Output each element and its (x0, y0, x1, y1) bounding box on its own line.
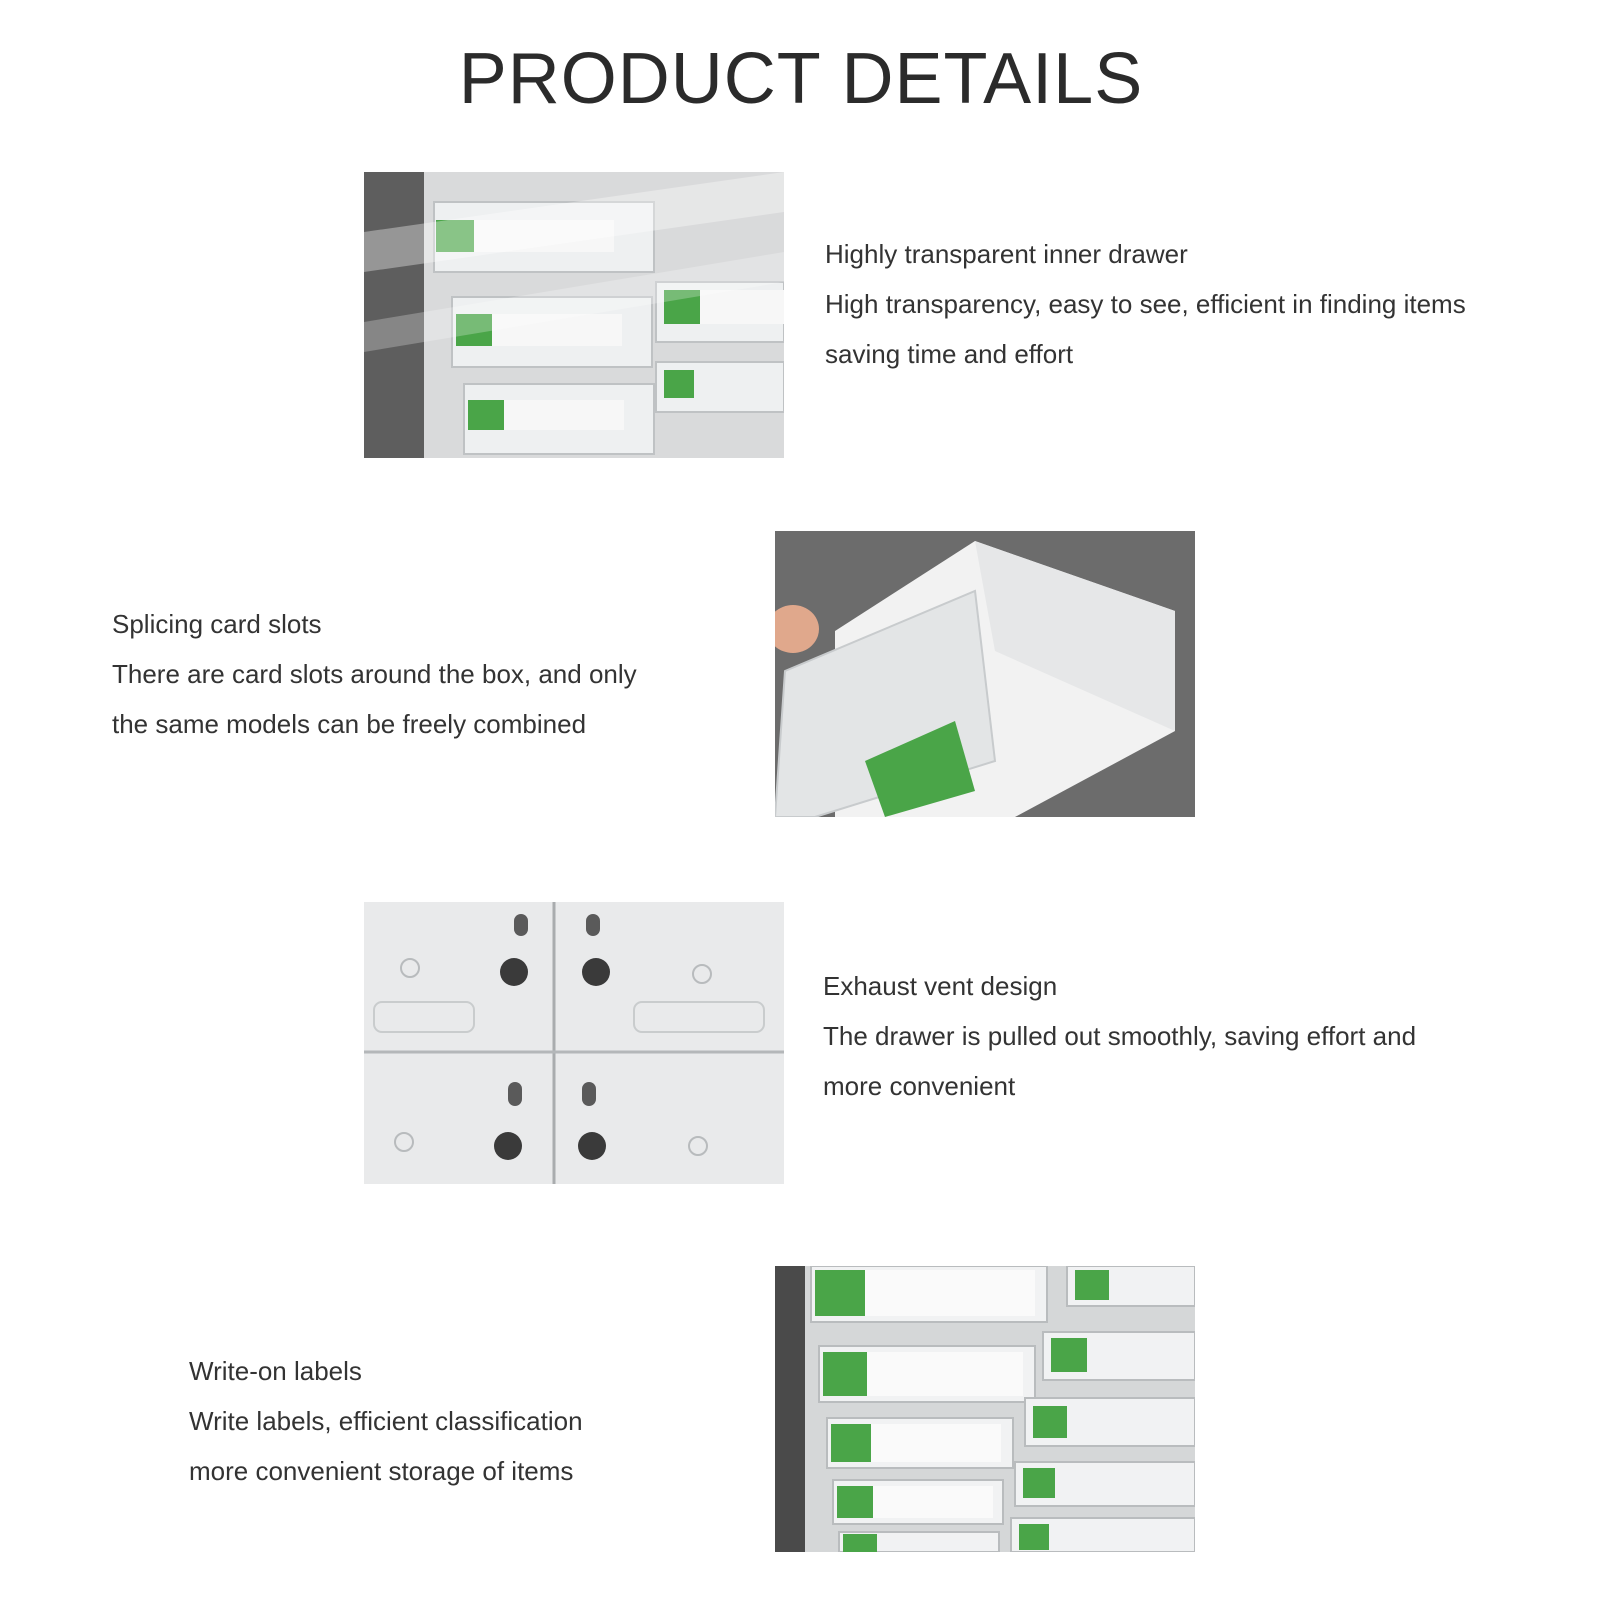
feature-line: Write labels, efficient classification (189, 1406, 583, 1436)
feature-line: more convenient storage of items (189, 1456, 574, 1486)
feature-write-on-labels (189, 1346, 583, 1496)
feature-line: saving time and effort (825, 339, 1074, 369)
feature-heading: Highly transparent inner drawer (825, 239, 1188, 269)
vent-holes-photo (364, 902, 784, 1184)
page-title: PRODUCT DETAILS (458, 39, 1144, 119)
feature-line: the same models can be freely combined (112, 709, 587, 739)
feature-line: more convenient (823, 1071, 1016, 1101)
feature-line: The drawer is pulled out smoothly, saving effort and (823, 1021, 1417, 1051)
feature-exhaust-vent (823, 961, 1416, 1111)
transparent-drawers-photo (364, 172, 784, 458)
feature-heading: Write-on labels (189, 1356, 362, 1386)
feature-line: There are card slots around the box, and only (112, 659, 637, 689)
labeled-drawers-photo (775, 1266, 1195, 1552)
feature-transparent-drawer (825, 229, 1466, 379)
feature-line: High transparency, easy to see, efficient in finding items (825, 289, 1466, 319)
drawer-unit-photo (775, 531, 1195, 817)
feature-heading: Exhaust vent design (823, 971, 1058, 1001)
feature-heading: Splicing card slots (112, 609, 322, 639)
feature-card-slots (112, 599, 637, 749)
